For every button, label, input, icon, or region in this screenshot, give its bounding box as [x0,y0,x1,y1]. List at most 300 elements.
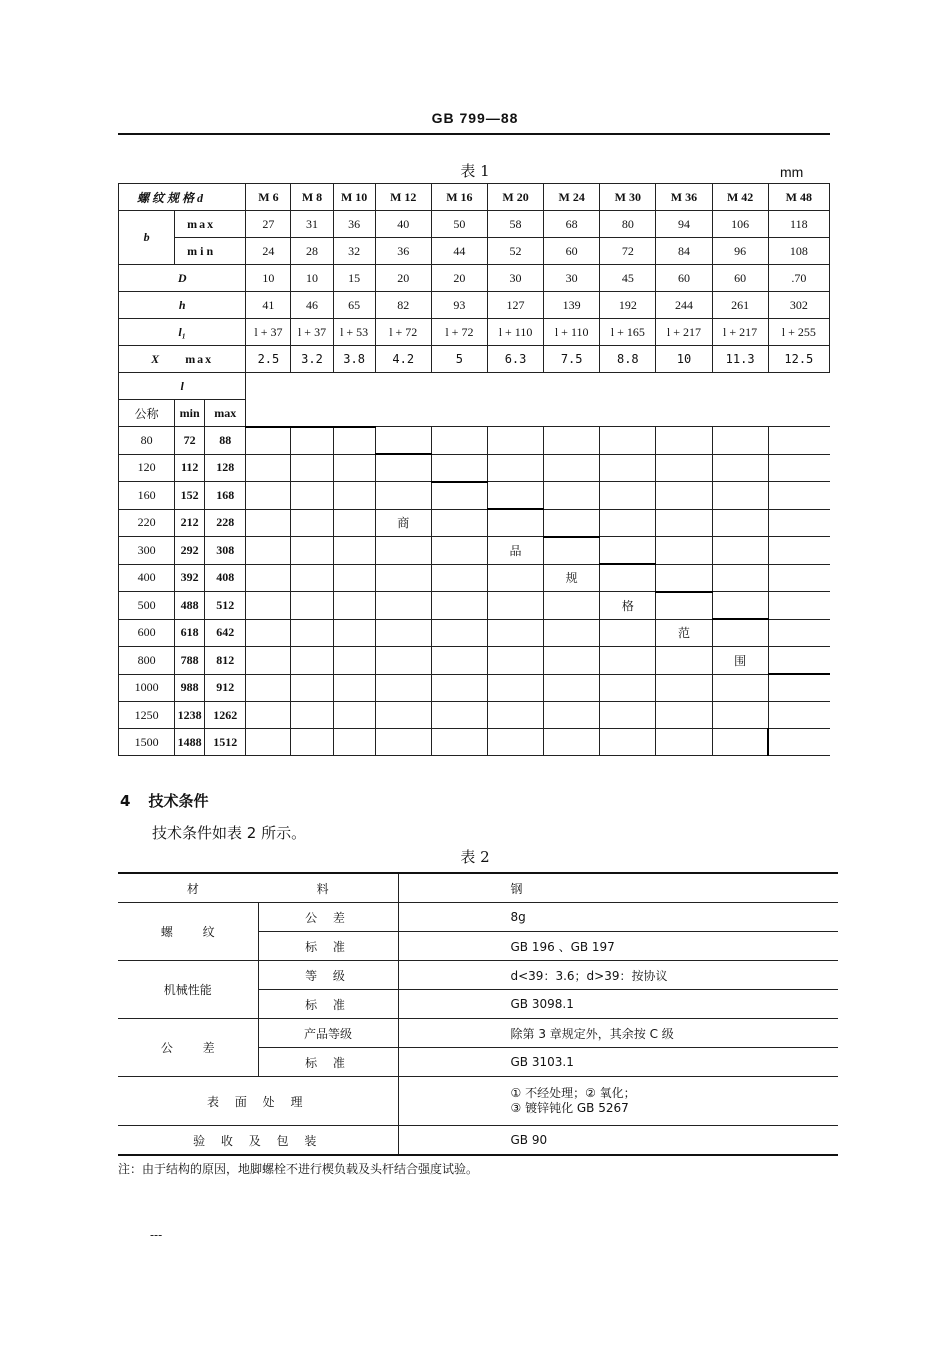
X-cell: 3.2 [291,346,333,373]
range-label-char: 品 [509,543,522,558]
X-cell: 4.2 [375,346,431,373]
b-min-cell: 60 [544,238,600,265]
document-header: GB 799—88 [431,110,519,126]
X-max-label: max [185,351,214,366]
table2-row-accept [118,1126,838,1156]
range-cell [544,674,600,702]
range-cell [431,509,487,537]
l-value-cell: 72 [175,427,205,455]
b-min-cell: 72 [600,238,656,265]
b-min-label: min [175,238,246,265]
D-cell: .70 [768,265,829,292]
range-cell [291,592,333,620]
range-cell [246,592,291,620]
range-cell [768,647,829,675]
range-cell [544,729,600,756]
h-cell: 82 [375,292,431,319]
l-value-cell: 988 [175,674,205,702]
table1-row-l-2 [119,482,830,510]
size-header: M 30 [600,184,656,211]
size-header: M 48 [768,184,829,211]
table2-row-tol-grade [118,1019,838,1048]
l-value-cell: 1488 [175,729,205,756]
range-cell [431,564,487,592]
l1-cell: l + 110 [487,319,543,346]
range-cell [768,482,829,510]
b-min-cell: 108 [768,238,829,265]
range-cell [333,454,375,482]
l1-cell: l + 53 [333,319,375,346]
l-value-cell: 308 [205,537,246,565]
range-cell [431,592,487,620]
range-cell [333,647,375,675]
range-cell [431,619,487,647]
range-cell [600,509,656,537]
X-cell: 5 [431,346,487,373]
h-cell: 65 [333,292,375,319]
l-value-cell: 1000 [119,674,175,702]
D-cell: 15 [333,265,375,292]
range-cell [487,729,543,756]
l-value-cell: 512 [205,592,246,620]
range-cell [768,454,829,482]
l-nominal-label: 公称 [119,400,175,427]
X-label-cell [119,346,246,373]
range-cell [768,702,829,729]
l-value-cell: 400 [119,564,175,592]
l-value-cell: 80 [119,427,175,455]
range-cell [487,592,543,620]
thread-std-label: 标 准 [258,932,398,961]
l1-cell: l + 110 [544,319,600,346]
range-cell [544,482,600,510]
table2-row-material [118,873,838,903]
size-header: M 24 [544,184,600,211]
range-cell [487,454,543,482]
table1-row-l-4 [119,537,830,565]
size-header: M 42 [712,184,768,211]
range-cell [487,482,543,510]
X-cell: 10 [656,346,712,373]
D-cell: 45 [600,265,656,292]
range-cell [712,482,768,510]
table1-row-l-7 [119,619,830,647]
range-cell [712,702,768,729]
range-cell [375,454,431,482]
table2-row-mech-grade [118,961,838,990]
accept-label: 验 收 及 包 装 [118,1126,398,1156]
range-cell [431,647,487,675]
l1-cell: l + 217 [712,319,768,346]
table1-row-l-11 [119,729,830,756]
b-min-cell: 44 [431,238,487,265]
range-cell [291,427,333,455]
range-cell [375,592,431,620]
range-cell [487,674,543,702]
page-footer: --- [150,1228,163,1242]
table1-unit: mm [780,164,804,180]
range-cell [246,537,291,565]
range-cell [712,454,768,482]
range-cell [375,564,431,592]
X-cell: 8.8 [600,346,656,373]
thread-label2: 纹 [202,925,215,939]
range-cell [333,537,375,565]
X-cell: 11.3 [712,346,768,373]
surface-value-1: ① 不经处理；② 氧化； [510,1086,636,1100]
b-max-cell: 27 [246,211,291,238]
range-cell [768,674,829,702]
range-cell [291,454,333,482]
b-max-cell: 31 [291,211,333,238]
range-cell [375,674,431,702]
range-cell [246,647,291,675]
l-value-cell: 120 [119,454,175,482]
range-cell [600,729,656,756]
range-cell [291,619,333,647]
X-cell: 6.3 [487,346,543,373]
D-cell: 20 [431,265,487,292]
range-cell [333,619,375,647]
size-header: M 8 [291,184,333,211]
range-cell [333,564,375,592]
surface-value-2: ③ 镀锌钝化 GB 5267 [510,1101,629,1115]
mech-grade-label: 等 级 [258,961,398,990]
table1-row-spec [119,184,830,211]
range-cell [246,482,291,510]
range-cell [656,702,712,729]
l-value-cell: 112 [175,454,205,482]
range-cell [600,674,656,702]
l-min-label: min [175,400,205,427]
l-value-cell: 812 [205,647,246,675]
tol-std-value: GB 3103.1 [398,1048,838,1077]
range-label-char: 格 [621,598,634,613]
X-cell: 12.5 [768,346,829,373]
l-value-cell: 1238 [175,702,205,729]
range-cell [431,674,487,702]
range-cell [375,729,431,756]
b-max-cell: 50 [431,211,487,238]
range-label-char: 围 [734,653,747,668]
range-cell [431,537,487,565]
range-cell [487,537,543,565]
l-value-cell: 788 [175,647,205,675]
table1 [118,183,830,756]
range-cell [431,702,487,729]
range-cell [487,427,543,455]
b-max-cell: 80 [600,211,656,238]
range-cell [768,619,829,647]
table1-row-h [119,292,830,319]
range-cell [656,537,712,565]
b-max-cell: 106 [712,211,768,238]
range-cell [768,427,829,455]
range-cell [487,564,543,592]
h-cell: 46 [291,292,333,319]
l-value-cell: 220 [119,509,175,537]
range-cell [246,674,291,702]
X-cell: 2.5 [246,346,291,373]
b-max-cell: 36 [333,211,375,238]
range-cell [768,564,829,592]
table1-row-l-1 [119,454,830,482]
X-cell: 3.8 [333,346,375,373]
range-cell [600,454,656,482]
b-min-cell: 84 [656,238,712,265]
range-cell [246,509,291,537]
D-cell: 10 [246,265,291,292]
range-cell [487,647,543,675]
range-label-char: 规 [565,571,578,586]
range-cell [600,564,656,592]
l-value-cell: 1500 [119,729,175,756]
mech-label: 机械性能 [118,961,258,1019]
range-cell [291,729,333,756]
range-cell [487,702,543,729]
range-cell [600,647,656,675]
size-header: M 10 [333,184,375,211]
table1-row-l-10 [119,702,830,729]
b-label: b [119,211,175,265]
l1-cell: l + 37 [291,319,333,346]
b-min-cell: 32 [333,238,375,265]
range-cell [333,674,375,702]
range-cell [544,564,600,592]
l-max-label: max [205,400,246,427]
range-label-char: 商 [397,516,410,531]
table2-row-surface [118,1077,838,1126]
material-value: 钢 [398,873,838,903]
range-cell [333,702,375,729]
l1-cell: l + 255 [768,319,829,346]
l-value-cell: 1262 [205,702,246,729]
table2-caption: 表 2 [460,848,490,866]
l1-cell: l + 37 [246,319,291,346]
table1-row-l1 [119,319,830,346]
b-min-cell: 52 [487,238,543,265]
material-label2: 料 [316,881,329,896]
h-cell: 127 [487,292,543,319]
l-value-cell: 292 [175,537,205,565]
l-value-cell: 488 [175,592,205,620]
range-cell [656,454,712,482]
size-header: M 36 [656,184,712,211]
accept-value: GB 90 [398,1126,838,1156]
range-cell [431,482,487,510]
table2 [118,872,838,1156]
range-cell [712,647,768,675]
range-cell [246,454,291,482]
range-cell [656,482,712,510]
range-cell [487,619,543,647]
range-cell [291,564,333,592]
range-cell [656,619,712,647]
l-value-cell: 1512 [205,729,246,756]
b-min-cell: 36 [375,238,431,265]
l-value-cell: 152 [175,482,205,510]
mech-grade-value: d<39：3.6；d>39：按协议 [398,961,838,990]
h-cell: 41 [246,292,291,319]
section4-title: 技术条件 [148,792,209,810]
range-cell [375,702,431,729]
range-cell [768,537,829,565]
range-cell [656,674,712,702]
range-cell [600,537,656,565]
surface-label: 表 面 处 理 [118,1077,398,1126]
h-cell: 192 [600,292,656,319]
D-label: D [119,265,246,292]
D-cell: 10 [291,265,333,292]
h-cell: 302 [768,292,829,319]
range-cell [375,482,431,510]
tol-label2: 差 [202,1041,215,1055]
l1-cell: l + 72 [431,319,487,346]
range-cell [600,427,656,455]
size-header: M 16 [431,184,487,211]
range-cell [487,509,543,537]
range-cell [291,674,333,702]
b-min-cell: 96 [712,238,768,265]
range-cell [600,592,656,620]
range-cell [544,702,600,729]
h-cell: 244 [656,292,712,319]
section4-paragraph: 技术条件如表 2 所示。 [152,824,307,842]
l-value-cell: 800 [119,647,175,675]
D-cell: 30 [487,265,543,292]
range-cell [375,509,431,537]
l1-cell: l + 165 [600,319,656,346]
range-cell [333,427,375,455]
range-cell [544,509,600,537]
range-label-char: 范 [677,626,690,641]
b-max-label: max [175,211,246,238]
range-cell [656,592,712,620]
h-cell: 139 [544,292,600,319]
table1-caption: 表 1 [460,162,490,180]
range-cell [712,592,768,620]
range-cell [712,537,768,565]
range-cell [333,509,375,537]
range-cell [768,592,829,620]
section4-number: 4 [120,792,131,810]
range-cell [544,647,600,675]
l-value-cell: 500 [119,592,175,620]
range-cell [656,564,712,592]
table1-row-l-label [119,373,830,400]
l-value-cell: 300 [119,537,175,565]
l-value-cell: 88 [205,427,246,455]
mech-std-label: 标 准 [258,990,398,1019]
l-value-cell: 600 [119,619,175,647]
l1-cell: l + 72 [375,319,431,346]
range-cell [656,509,712,537]
l-value-cell: 1250 [119,702,175,729]
l-value-cell: 160 [119,482,175,510]
table2-row-thread-tol [118,903,838,932]
X-cell: 7.5 [544,346,600,373]
range-cell [246,564,291,592]
range-cell [712,619,768,647]
l-value-cell: 212 [175,509,205,537]
b-max-cell: 68 [544,211,600,238]
spec-label: 螺 纹 规 格 d [119,184,246,211]
range-cell [246,619,291,647]
tol-grade-label: 产品等级 [258,1019,398,1048]
table1-row-l-3 [119,509,830,537]
X-label: X [151,351,160,366]
range-cell [656,647,712,675]
table1-row-l-6 [119,592,830,620]
table1-row-b-min [119,238,830,265]
D-cell: 60 [656,265,712,292]
l-label: l [119,373,246,400]
range-cell [291,509,333,537]
table1-row-b-max [119,211,830,238]
D-cell: 30 [544,265,600,292]
size-header: M 12 [375,184,431,211]
l-value-cell: 168 [205,482,246,510]
l-value-cell: 128 [205,454,246,482]
table1-row-l-8 [119,647,830,675]
range-cell [600,619,656,647]
h-cell: 261 [712,292,768,319]
range-cell [600,482,656,510]
table1-row-D [119,265,830,292]
l-value-cell: 228 [205,509,246,537]
range-cell [656,427,712,455]
range-cell [333,592,375,620]
tol-std-label: 标 准 [258,1048,398,1077]
range-cell [291,482,333,510]
l-value-cell: 392 [175,564,205,592]
range-cell [333,482,375,510]
range-cell [246,702,291,729]
range-cell [712,427,768,455]
range-cell [544,454,600,482]
thread-label: 螺 [160,925,173,939]
section4-heading [120,790,208,811]
l1-label: l₁ [119,319,246,346]
range-cell [712,564,768,592]
l-value-cell: 618 [175,619,205,647]
D-cell: 60 [712,265,768,292]
l1-cell: l + 217 [656,319,712,346]
range-cell [246,729,291,756]
range-cell [712,674,768,702]
b-min-cell: 24 [246,238,291,265]
range-cell [712,509,768,537]
h-label: h [119,292,246,319]
b-max-cell: 94 [656,211,712,238]
range-cell [291,702,333,729]
table2-note: 注：由于结构的原因，地脚螺栓不进行楔负载及头杆结合强度试验。 [118,1162,479,1176]
range-cell [544,592,600,620]
l-value-cell: 912 [205,674,246,702]
range-cell [246,427,291,455]
range-cell [712,729,768,756]
range-cell [544,427,600,455]
range-cell [431,454,487,482]
mech-std-value: GB 3098.1 [398,990,838,1019]
range-cell [768,509,829,537]
range-cell [431,427,487,455]
table1-row-l-9 [119,674,830,702]
material-label: 材 [186,881,199,896]
table1-row-X [119,346,830,373]
range-cell [431,729,487,756]
b-min-cell: 28 [291,238,333,265]
